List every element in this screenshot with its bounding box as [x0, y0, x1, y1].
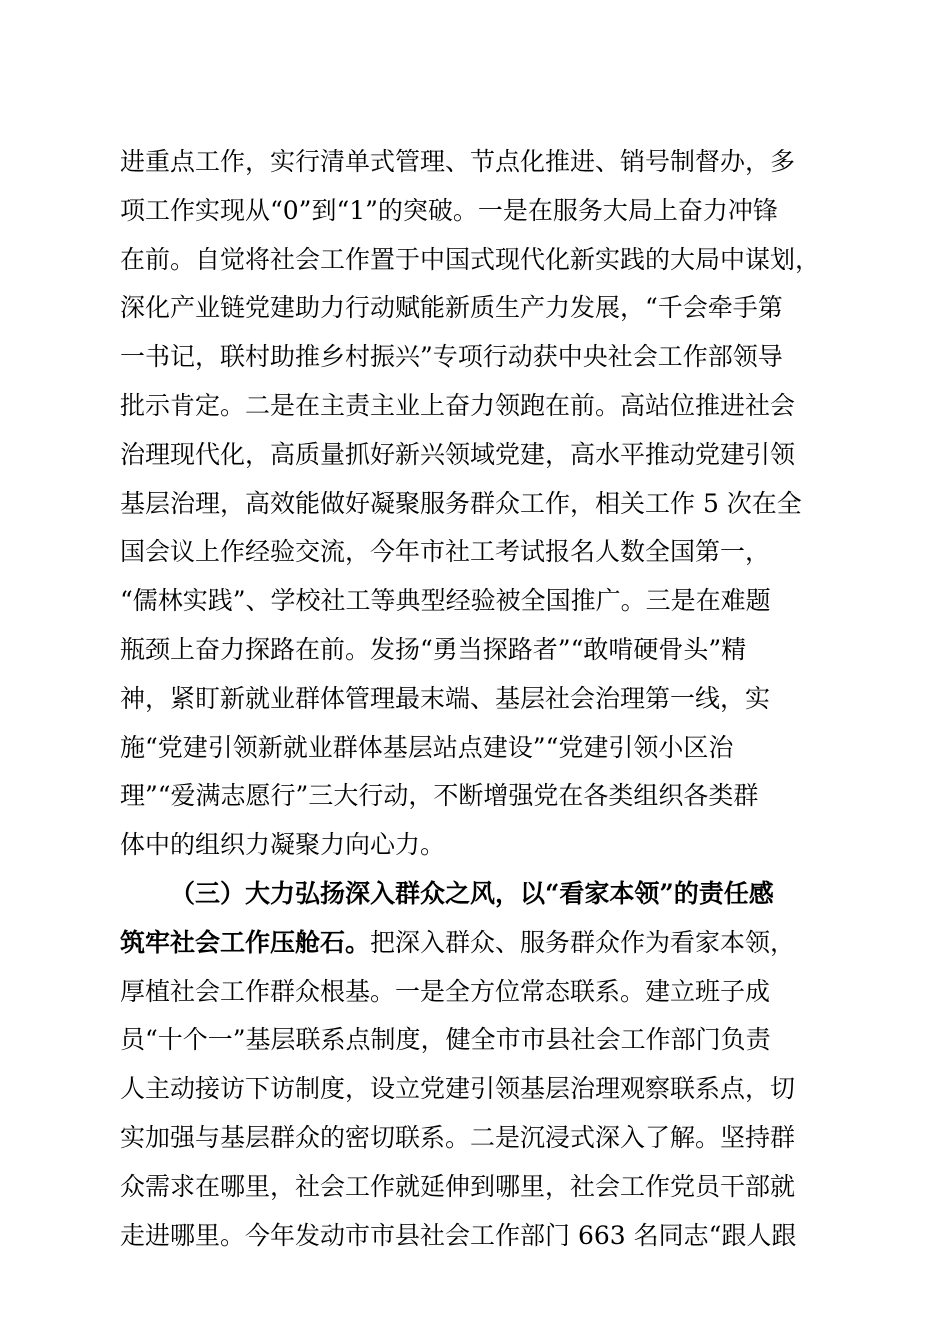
text-line: 在前。自觉将社会工作置于中国式现代化新实践的大局中谋划，	[120, 244, 821, 274]
text-line: 众需求在哪里，社会工作就延伸到哪里，社会工作党员干部就	[120, 1171, 796, 1201]
text-line: 理”“爱满志愿行”三大行动，不断增强党在各类组织各类群	[120, 781, 759, 811]
text-line: 一书记，联村助推乡村振兴”专项行动获中央社会工作部领导	[120, 342, 783, 372]
text-line: 施“党建引领新就业群体基层站点建设”“党建引领小区治	[120, 732, 734, 762]
text-line: 国会议上作经验交流，今年市社工考试报名人数全国第一，	[120, 537, 771, 567]
text-line: 人主动接访下访制度，设立党建引领基层治理观察联系点，切	[120, 1074, 796, 1104]
text-line: 治理现代化，高质量抓好新兴领域党建，高水平推动党建引领	[120, 439, 796, 469]
text-line-segment: 把深入群众、服务群众作为看家本领，	[370, 927, 796, 957]
text-line: 体中的组织力凝聚力向心力。	[120, 830, 446, 860]
section-heading-continued: 筑牢社会工作压舱石。	[120, 927, 371, 957]
section-heading: （三）大力弘扬深入群众之风，以“看家本领”的责任感	[170, 878, 774, 908]
section-heading-line	[120, 919, 840, 968]
text-line: 实加强与基层群众的密切联系。二是沉浸式深入了解。坚持群	[120, 1122, 796, 1152]
text-line: 员“十个一”基层联系点制度，健全市市县社会工作部门负责	[120, 1025, 771, 1055]
text-line: 基层治理，高效能做好凝聚服务群众工作，相关工作 5 次在全	[120, 488, 802, 518]
text-line: 瓶颈上奋力探路在前。发扬“勇当探路者”“敢啃硬骨头”精	[120, 634, 747, 664]
text-line: “儒林实践”、学校社工等典型经验被全国推广。三是在难题	[120, 586, 771, 616]
text-line: 走进哪里。今年发动市市县社会工作部门 663 名同志“跟人跟	[120, 1220, 797, 1250]
text-line: 批示肯定。二是在主责主业上奋力领跑在前。高站位推进社会	[120, 390, 796, 420]
text-line: 项工作实现从“0”到“1”的突破。一是在服务大局上奋力冲锋	[120, 195, 778, 225]
text-line: 神，紧盯新就业群体管理最末端、基层社会治理第一线，实	[120, 683, 771, 713]
text-line: 进重点工作，实行清单式管理、节点化推进、销号制督办，多	[120, 147, 796, 176]
body-text	[120, 138, 840, 1260]
text-line: 深化产业链党建助力行动赋能新质生产力发展，“千会牵手第	[120, 293, 783, 323]
text-line: 厚植社会工作群众根基。一是全方位常态联系。建立班子成	[120, 976, 771, 1006]
